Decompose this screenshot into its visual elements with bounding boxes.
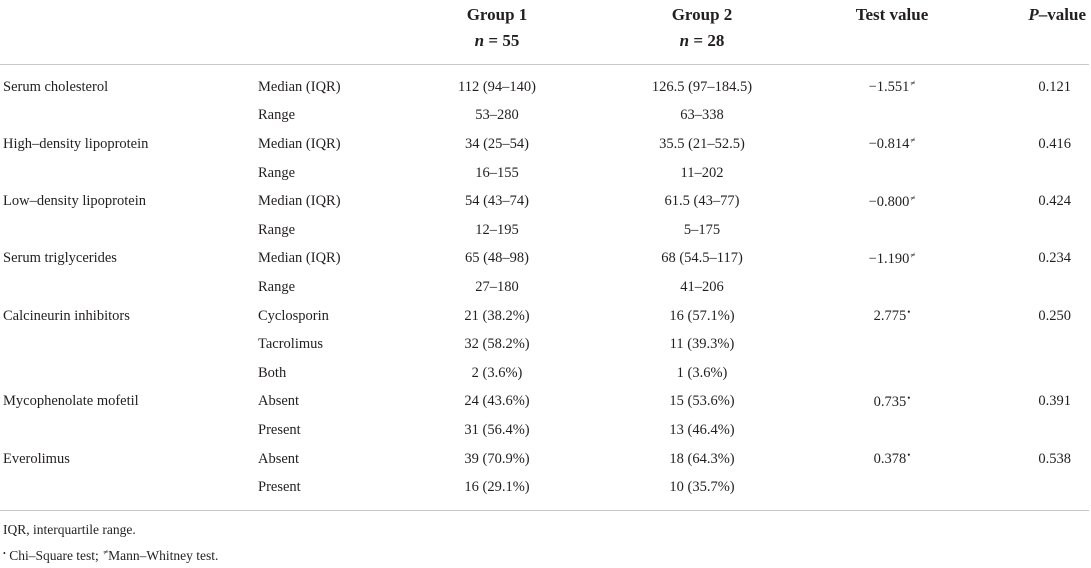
header-p-value bbox=[972, 0, 1089, 65]
p-label: P bbox=[1028, 5, 1039, 24]
cell-stat: Median (IQR) bbox=[258, 193, 341, 210]
cell-variable: High–density lipoprotein bbox=[3, 135, 149, 152]
test-mark: ≠ bbox=[910, 135, 916, 146]
cell-variable bbox=[0, 273, 256, 302]
footnote-chi: Chi–Square test; bbox=[5, 547, 103, 563]
cell-p-value: 0.538 bbox=[1038, 450, 1071, 467]
cell-group2: 10 (35.7%) bbox=[669, 479, 735, 496]
cell-test-value bbox=[812, 359, 972, 388]
table-row bbox=[0, 216, 1089, 245]
test-value-number: −0.800 bbox=[868, 193, 910, 210]
cell-variable: Everolimus bbox=[3, 450, 70, 467]
cell-test-value bbox=[812, 216, 972, 245]
cell-group1: 34 (25–54) bbox=[464, 135, 530, 152]
cell-p-value: 0.234 bbox=[1038, 250, 1071, 267]
cell-p-value bbox=[972, 273, 1089, 302]
cell-test-value bbox=[812, 130, 972, 159]
cell-variable bbox=[0, 473, 256, 510]
test-mark: • bbox=[907, 392, 911, 403]
test-value-number: −1.190 bbox=[868, 250, 910, 267]
header-stat bbox=[256, 0, 402, 65]
cell-stat: Median (IQR) bbox=[258, 78, 341, 95]
cell-test-value bbox=[812, 330, 972, 359]
cell-group1: 65 (48–98) bbox=[464, 250, 530, 267]
cell-p-value bbox=[972, 216, 1089, 245]
cell-stat: Absent bbox=[258, 393, 300, 410]
cell-group2: 18 (64.3%) bbox=[669, 450, 735, 467]
cell-stat: Cyclosporin bbox=[258, 307, 329, 324]
cell-group1: 16–155 bbox=[475, 164, 519, 181]
cell-stat: Range bbox=[258, 164, 296, 181]
group2-n bbox=[592, 28, 812, 54]
cell-group2: 61.5 (43–77) bbox=[664, 193, 740, 210]
table-row bbox=[0, 388, 1089, 417]
cell-variable bbox=[0, 159, 256, 188]
cell-stat: Range bbox=[258, 221, 296, 238]
cell-test-value bbox=[812, 273, 972, 302]
group1-title: Group 1 bbox=[466, 5, 528, 24]
footnote-neq-mark: ≠ bbox=[103, 546, 109, 557]
cell-stat: Median (IQR) bbox=[258, 135, 341, 152]
cell-group2: 11 (39.3%) bbox=[669, 336, 735, 353]
cell-test-value bbox=[812, 302, 972, 331]
footnote-dot-mark: • bbox=[3, 548, 6, 558]
header-group2 bbox=[592, 0, 812, 65]
cell-variable bbox=[0, 416, 256, 445]
table-row bbox=[0, 416, 1089, 445]
cell-group1: 21 (38.2%) bbox=[464, 307, 530, 324]
cell-group2: 16 (57.1%) bbox=[669, 307, 735, 324]
table-row bbox=[0, 159, 1089, 188]
cell-p-value: 0.416 bbox=[1038, 135, 1071, 152]
table-row bbox=[0, 273, 1089, 302]
cell-group1: 24 (43.6%) bbox=[464, 393, 530, 410]
table-row bbox=[0, 473, 1089, 510]
table-row bbox=[0, 359, 1089, 388]
test-value-number: 0.735 bbox=[873, 393, 907, 410]
cell-group2: 1 (3.6%) bbox=[676, 364, 728, 381]
table-row bbox=[0, 187, 1089, 216]
cell-p-value: 0.391 bbox=[1038, 393, 1071, 410]
cell-test-value bbox=[812, 416, 972, 445]
test-mark: ≠ bbox=[910, 192, 916, 203]
cell-group2: 68 (54.5–117) bbox=[661, 250, 743, 267]
header-row bbox=[0, 0, 1089, 65]
cell-group2: 63–338 bbox=[680, 107, 724, 124]
cell-p-value: 0.121 bbox=[1038, 78, 1071, 95]
cell-test-value bbox=[812, 65, 972, 102]
group1-n-label: n bbox=[474, 31, 485, 50]
cell-group1: 39 (70.9%) bbox=[464, 450, 530, 467]
cell-p-value bbox=[972, 416, 1089, 445]
cell-variable bbox=[0, 330, 256, 359]
cell-group1: 12–195 bbox=[475, 221, 519, 238]
cell-variable: Mycophenolate mofetil bbox=[3, 393, 139, 410]
cell-group2: 13 (46.4%) bbox=[669, 421, 735, 438]
cell-group2: 15 (53.6%) bbox=[669, 393, 735, 410]
header-group1 bbox=[402, 0, 592, 65]
cell-p-value bbox=[972, 102, 1089, 131]
cell-test-value bbox=[812, 473, 972, 510]
group1-n-value: = 55 bbox=[488, 31, 520, 50]
cell-variable: Low–density lipoprotein bbox=[3, 193, 146, 210]
cell-test-value bbox=[812, 187, 972, 216]
cell-stat: Range bbox=[258, 278, 296, 295]
cell-p-value bbox=[972, 330, 1089, 359]
test-value-number: 2.775 bbox=[873, 308, 907, 325]
test-mark: • bbox=[907, 450, 911, 461]
cell-p-value bbox=[972, 359, 1089, 388]
group2-title: Group 2 bbox=[671, 5, 733, 24]
cell-stat: Both bbox=[258, 364, 287, 381]
cell-group2: 41–206 bbox=[680, 278, 724, 295]
footnote-mw: Mann–Whitney test. bbox=[108, 547, 219, 563]
group2-n-label: n bbox=[679, 31, 690, 50]
cell-group1: 54 (43–74) bbox=[464, 193, 530, 210]
cell-variable bbox=[0, 216, 256, 245]
cell-group2: 126.5 (97–184.5) bbox=[651, 78, 753, 95]
test-value-number: −0.814 bbox=[868, 136, 910, 153]
cell-variable bbox=[0, 102, 256, 131]
cell-test-value bbox=[812, 245, 972, 274]
table-row bbox=[0, 445, 1089, 474]
cell-group1: 2 (3.6%) bbox=[471, 364, 523, 381]
cell-test-value bbox=[812, 388, 972, 417]
cell-variable: Serum triglycerides bbox=[3, 250, 117, 267]
test-mark: ≠ bbox=[910, 78, 916, 89]
group1-n bbox=[402, 28, 592, 54]
cell-p-value: 0.424 bbox=[1038, 193, 1071, 210]
footnote-tests bbox=[3, 541, 1091, 567]
cell-group1: 53–280 bbox=[475, 107, 519, 124]
cell-group1: 32 (58.2%) bbox=[464, 336, 530, 353]
test-mark: • bbox=[907, 307, 911, 318]
cell-test-value bbox=[812, 159, 972, 188]
test-value-number: 0.378 bbox=[873, 451, 907, 468]
test-value-number: −1.551 bbox=[868, 79, 910, 96]
cell-stat: Present bbox=[258, 479, 301, 496]
table-body bbox=[0, 65, 1089, 510]
table-row bbox=[0, 302, 1089, 331]
table-row bbox=[0, 102, 1089, 131]
cell-variable: Serum cholesterol bbox=[3, 78, 109, 95]
cell-p-value: 0.250 bbox=[1038, 307, 1071, 324]
cell-p-value bbox=[972, 473, 1089, 510]
cell-group1: 112 (94–140) bbox=[458, 78, 536, 95]
footnote-abbrev: IQR, interquartile range. bbox=[3, 521, 136, 537]
table-row bbox=[0, 130, 1089, 159]
cell-group1: 16 (29.1%) bbox=[464, 479, 530, 496]
cell-variable: Calcineurin inhibitors bbox=[3, 307, 130, 324]
header-variable bbox=[0, 0, 256, 65]
p-label-rest: –value bbox=[1038, 5, 1086, 24]
cell-group1: 31 (56.4%) bbox=[464, 421, 530, 438]
group2-n-value: = 28 bbox=[693, 31, 725, 50]
cell-variable bbox=[0, 359, 256, 388]
table-footnotes bbox=[0, 511, 1091, 567]
table-row bbox=[0, 65, 1089, 102]
cell-group1: 27–180 bbox=[475, 278, 519, 295]
cell-stat: Range bbox=[258, 107, 296, 124]
header-test-value: Test value bbox=[855, 5, 929, 24]
cell-group2: 35.5 (21–52.5) bbox=[659, 135, 745, 152]
cell-group2: 11–202 bbox=[680, 164, 724, 181]
cell-stat: Present bbox=[258, 421, 301, 438]
cell-stat: Median (IQR) bbox=[258, 250, 341, 267]
test-mark: ≠ bbox=[910, 249, 916, 260]
cell-test-value bbox=[812, 102, 972, 131]
table-row bbox=[0, 330, 1089, 359]
table-row bbox=[0, 245, 1089, 274]
cell-stat: Tacrolimus bbox=[258, 336, 324, 353]
cell-stat: Absent bbox=[258, 450, 300, 467]
cell-p-value bbox=[972, 159, 1089, 188]
cell-group2: 5–175 bbox=[683, 221, 721, 238]
cell-test-value bbox=[812, 445, 972, 474]
table-header bbox=[0, 0, 1089, 65]
